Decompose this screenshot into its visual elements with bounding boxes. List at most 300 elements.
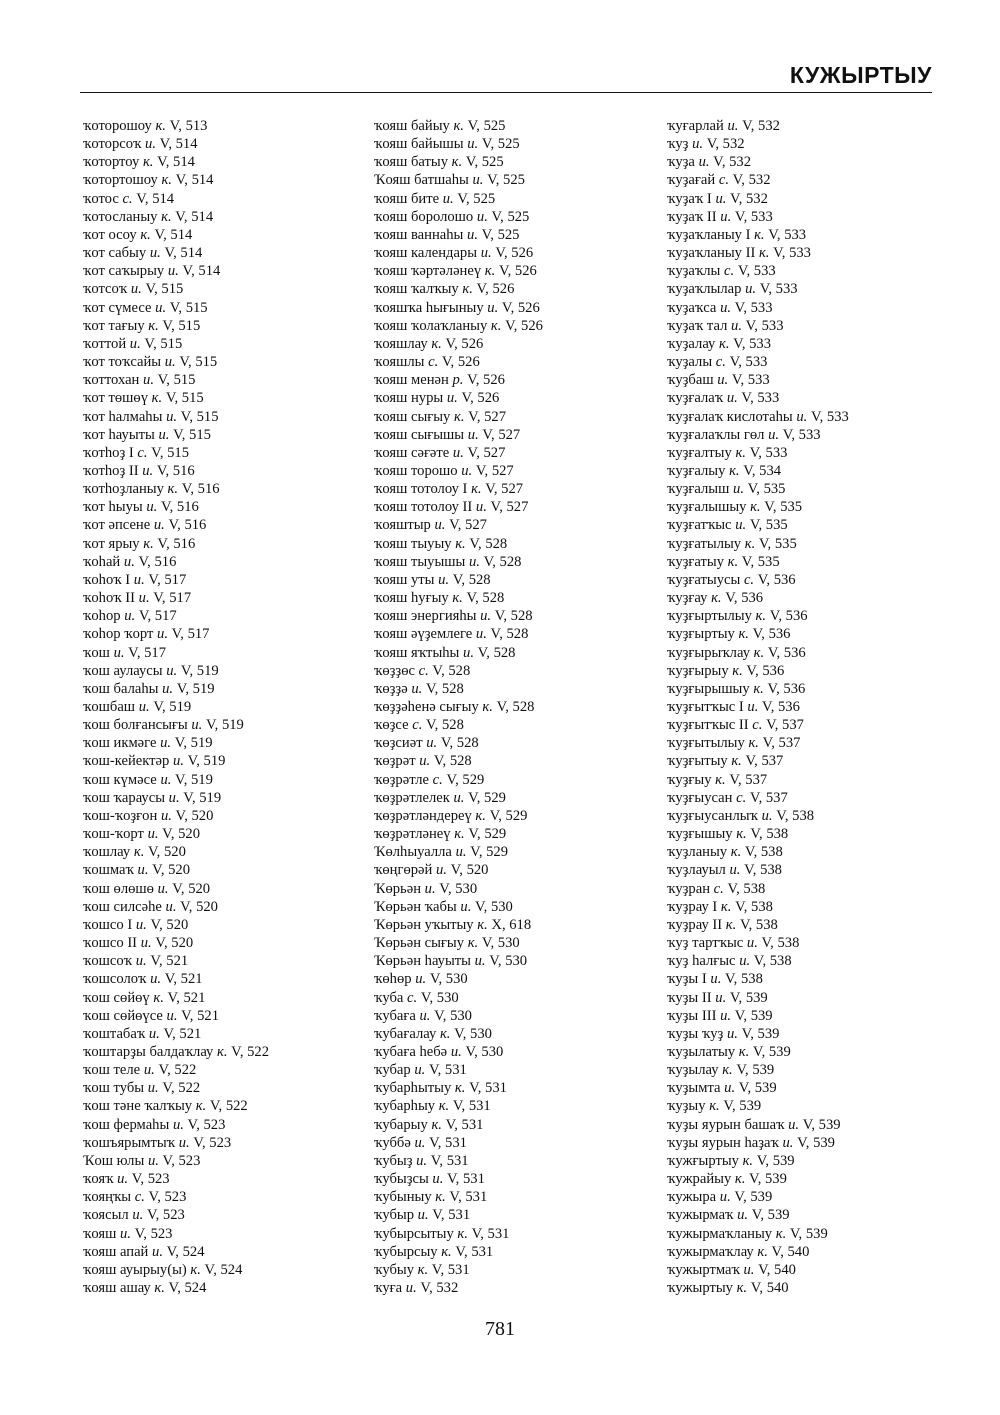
entry-word: ҡояш сәғәте [374,444,450,461]
index-entry [667,426,849,444]
entry-reference: V, 526 [505,317,543,334]
entry-reference: V, 514 [175,208,214,225]
entry-reference: V, 520 [172,880,211,897]
entry-word: ҡош сөйөү [83,989,150,1006]
index-entry [83,771,269,789]
entry-word: ҡояш ауырыу(ы) [83,1261,187,1278]
entry-pos-abbrev: и. [698,154,710,171]
index-entry [667,117,849,135]
index-entry [83,1243,269,1261]
entry-word: ҡуҙланыу [667,844,728,861]
index-entry [374,1225,543,1243]
index-entry [83,989,269,1007]
index-entry [667,1134,849,1152]
entry-word: ҡуҙғырышыу [667,680,750,697]
index-entry [83,1261,269,1279]
index-entry [83,117,269,135]
index-entry [667,498,849,516]
entry-pos-abbrev: к. [715,771,726,788]
entry-reference: V, 531 [452,1098,491,1115]
entry-reference: V, 515 [180,408,219,425]
entry-reference: V, 529 [468,789,506,806]
entry-pos-abbrev: и. [475,626,487,643]
entry-reference: V, 533 [749,444,788,461]
entry-pos-abbrev: к. [153,989,164,1006]
index-entry [667,970,849,988]
entry-word: Ҡөрьән һауыты [374,953,471,970]
entry-pos-abbrev: и. [138,699,150,715]
entry-reference: V, 519 [187,753,226,770]
entry-reference: V, 514 [136,190,175,207]
entry-pos-abbrev: и. [442,190,454,207]
entry-word: ҡуҙрау II [667,916,723,933]
index-entry [374,444,543,462]
entry-word: ҡош ҡараусы [83,789,166,806]
entry-word: ҡуҙ [667,136,689,153]
entry-word: ҡуҙғыусанлыҡ [667,807,758,824]
index-entry [83,190,269,208]
entry-reference: V, 532 [732,172,771,189]
entry-word: ҡужыртыу [667,1280,733,1296]
entry-pos-abbrev: с. [122,190,133,207]
entry-reference: V, 516 [181,481,220,498]
entry-reference: V, 526 [495,245,534,262]
entry-word: ҡуҙғыу [667,771,712,788]
entry-pos-abbrev: и. [124,608,136,625]
entry-word: ҡояш [83,1225,117,1242]
index-entry [374,1206,543,1224]
entry-pos-abbrev: и. [745,281,757,298]
entry-pos-abbrev: и. [476,208,488,225]
entry-reference: V, 523 [134,1225,173,1242]
entry-reference: X, 618 [491,916,532,933]
entry-word: ҡуҙғалыш [667,481,730,498]
entry-reference: V, 515 [165,390,204,407]
entry-pos-abbrev: и. [761,807,773,824]
page-number: 781 [485,1318,515,1340]
entry-reference: V, 522 [162,1080,201,1097]
entry-reference: V, 519 [175,771,213,788]
entry-reference: V, 531 [471,1225,510,1242]
index-entry [83,1007,269,1025]
entry-reference: V, 530 [475,898,513,915]
entry-reference: V, 525 [491,208,530,225]
index-entry [667,952,849,970]
index-entry [667,825,849,843]
index-entry [667,226,849,244]
entry-reference: V, 524 [204,1261,243,1278]
entry-reference: V, 527 [482,426,521,443]
index-entry [83,625,269,643]
entry-word: ҡуҙылау [667,1062,719,1079]
entry-pos-abbrev: к. [775,1225,787,1242]
entry-word: ҡотһоҙланыу [83,481,164,498]
entry-word: ҡуҙымта [667,1080,721,1097]
entry-pos-abbrev: к. [757,1243,768,1260]
entry-pos-abbrev: и. [414,1062,426,1079]
entry-word: ҡояш яҡтыһы [374,644,460,661]
entry-pos-abbrev: и. [138,590,150,607]
entry-reference: V, 520 [155,935,194,952]
index-entry [667,135,849,153]
entry-word: ҡоһоҡ I [83,571,131,588]
entry-reference: V, 517 [153,590,192,607]
entry-reference: V, 527 [468,408,507,425]
entry-pos-abbrev: и. [135,953,147,970]
entry-reference: V, 533 [810,408,849,425]
entry-pos-abbrev: и. [166,1007,178,1024]
entry-pos-abbrev: и. [172,753,184,770]
index-entry [83,1206,269,1224]
entry-reference: V, 538 [753,953,792,970]
entry-pos-abbrev: и. [419,753,431,770]
index-entry [374,662,543,680]
index-entry [667,771,849,789]
entry-word: ҡот сүмесе [83,299,152,316]
index-entry [667,262,849,280]
entry-reference: V, 528 [490,626,529,643]
entry-pos-abbrev: и. [415,971,427,988]
entry-reference: V, 517 [171,626,210,643]
entry-pos-abbrev: и. [460,898,472,915]
index-entry [374,734,543,752]
index-entry [83,1279,269,1297]
index-entry [374,353,543,371]
entry-pos-abbrev: с. [137,444,148,461]
index-entry [667,625,849,643]
entry-pos-abbrev: и. [419,1007,431,1024]
entry-reference: V, 540 [758,1261,796,1278]
entry-reference: V, 538 [735,898,773,915]
index-entry [667,716,849,734]
index-entry [374,807,543,825]
index-entry [83,1170,269,1188]
index-entry [667,752,849,770]
entry-pos-abbrev: и. [468,553,480,570]
entry-pos-abbrev: с. [752,717,763,734]
entry-reference: V, 514 [154,226,193,243]
entry-reference: V, 521 [163,1025,202,1042]
index-entry [374,462,543,480]
entry-word: ҡуҙғалышыу [667,499,747,516]
entry-reference: V, 520 [180,898,218,915]
index-entry [83,408,269,426]
entry-pos-abbrev: и. [150,971,162,988]
entry-word: ҡуҙы яурын башаҡ [667,1116,785,1133]
index-entry [374,262,543,280]
index-entry [83,516,269,534]
entry-pos-abbrev: к. [738,1043,750,1060]
entry-word: ҡояш һуғыу [374,590,449,607]
entry-pos-abbrev: и. [140,935,152,952]
entry-word: ҡояшлы [374,354,425,371]
entry-reference: V, 539 [802,1116,841,1133]
entry-word: ҡош тәне ҡалҡыу [83,1098,193,1115]
entry-word: ҡуҙаҡ тал [667,317,728,334]
entry-word: ҡояшҡа һығыныу [374,299,484,316]
index-entry [667,571,849,589]
entry-pos-abbrev: к. [720,898,732,915]
entry-pos-abbrev: к. [727,553,739,570]
entry-reference: V, 513 [169,118,208,134]
entry-word: ҡуҙы яурын һаҙаҡ [667,1134,779,1151]
index-entry [667,1025,849,1043]
entry-word: ҡөңгөрәй [374,862,433,879]
entry-reference: V, 539 [797,1134,835,1151]
entry-pos-abbrev: и. [729,862,741,879]
entry-word: ҡуҙғалыу [667,462,726,479]
entry-reference: V, 523 [187,1116,226,1133]
entry-pos-abbrev: и. [149,245,161,262]
entry-word: ҡубырсытыу [374,1225,454,1242]
index-entry [374,135,543,153]
entry-reference: V, 530 [489,953,528,970]
entry-pos-abbrev: к. [477,916,488,933]
entry-word: ҡуҙғалаҡ [667,390,724,407]
entry-pos-abbrev: и. [167,263,179,280]
entry-reference: V, 529 [468,826,507,843]
entry-word: ҡоторошоу [83,118,152,134]
entry-pos-abbrev: и. [191,717,203,734]
entry-pos-abbrev: и. [160,807,172,824]
index-entry [374,280,543,298]
entry-pos-abbrev: и. [450,1043,462,1060]
entry-pos-abbrev: к. [439,1025,451,1042]
index-entry [83,371,269,389]
entry-reference: V, 531 [431,1261,470,1278]
entry-reference: V, 516 [168,517,207,534]
entry-reference: V, 520 [162,826,201,843]
entry-pos-abbrev: и. [117,1171,129,1188]
entry-reference: V, 538 [744,844,783,861]
entry-word: ҡояш нуры [374,390,444,407]
index-entry [667,662,849,680]
entry-word: ҡубарыу [374,1116,428,1133]
entry-pos-abbrev: и. [137,862,149,879]
index-entry [83,734,269,752]
index-entry [667,535,849,553]
entry-pos-abbrev: и. [132,1207,144,1224]
entry-reference: V, 538 [750,826,789,843]
entry-word: ҡот сабыу [83,245,147,262]
entry-reference: V, 539 [734,1189,773,1206]
entry-word: ҡубыныу [374,1189,432,1206]
entry-word: ҡояш календары [374,245,478,262]
entry-word: ҡуҙаҡланыу II [667,245,756,262]
entry-pos-abbrev: и. [726,390,738,407]
entry-reference: V, 535 [741,553,780,570]
entry-pos-abbrev: и. [720,1007,732,1024]
entry-word: ҡояш сығыу [374,408,451,425]
entry-word: ҡөҙҙәһенә сығыу [374,699,479,715]
entry-reference: V, 533 [729,354,768,371]
entry-reference: V, 523 [162,1152,201,1169]
index-entry [667,1061,849,1079]
index-entry [667,680,849,698]
entry-reference: V, 536 [757,571,796,588]
index-entry [667,208,849,226]
entry-word: ҡуҙғырыҡлау [667,644,751,661]
entry-reference: V, 531 [447,1171,485,1188]
entry-word: ҡуҙғытҡыс II [667,717,749,734]
entry-pos-abbrev: к. [431,1116,442,1133]
entry-word: ҡуҙлауыл [667,862,726,879]
entry-pos-abbrev: к. [454,1080,466,1097]
index-entry [667,317,849,335]
entry-reference: V, 514 [157,154,195,171]
index-entry [667,1261,849,1279]
index-entry [374,716,543,734]
entry-pos-abbrev: к. [754,226,765,243]
entry-word: ҡужыртмаҡ [667,1261,740,1278]
entry-reference: V, 535 [758,535,797,552]
entry-reference: V, 528 [425,680,464,697]
entry-pos-abbrev: и. [467,136,479,153]
entry-word: ҡояш тотолоу II [374,499,473,516]
index-entry [83,208,269,226]
entry-word: ҡоштарҙы балдаҡлау [83,1043,214,1060]
entry-word: ҡөҙрәтле [374,771,429,788]
entry-pos-abbrev: к. [148,317,159,334]
index-entry [667,389,849,407]
entry-pos-abbrev: и. [474,953,486,970]
entry-word: ҡотосланыу [83,208,158,225]
entry-word: ҡужрайыу [667,1171,732,1188]
entry-word: ҡотһоҙ II [83,462,139,479]
index-entry [374,680,543,698]
index-entry [667,644,849,662]
entry-reference: V, 521 [150,953,189,970]
entry-reference: V, 532 [706,136,745,153]
entry-pos-abbrev: к. [154,1280,165,1296]
entry-reference: V, 521 [181,1007,219,1024]
index-entry [374,117,543,135]
index-entry [667,1243,849,1261]
index-entry [374,952,543,970]
index-entry [83,226,269,244]
index-entry [374,1134,543,1152]
entry-pos-abbrev: к. [454,408,465,425]
entry-reference: V, 526 [461,390,500,407]
index-entry [83,353,269,371]
entry-word: ҡот тоҡсайы [83,354,162,371]
entry-word: ҡояшлау [374,335,428,352]
entry-pos-abbrev: к. [143,535,154,552]
entry-pos-abbrev: к. [435,1189,446,1206]
index-entry [374,989,543,1007]
entry-reference: V, 529 [489,807,528,824]
entry-word: ҡош силсәһе [83,898,162,915]
entry-word: ҡояш уты [374,571,435,588]
index-entry [83,317,269,335]
entry-pos-abbrev: с. [724,263,735,280]
entry-word: ҡубар [374,1062,411,1079]
entry-pos-abbrev: к. [451,154,463,171]
entry-word: ҡояш энергияһы [374,608,477,625]
index-entry [83,1152,269,1170]
index-entry [374,153,543,171]
entry-pos-abbrev: и. [446,390,458,407]
index-entry [374,1243,543,1261]
entry-word: ҡөҙсе [374,717,409,734]
entry-reference: V, 539 [736,1062,775,1079]
index-entry [667,1116,849,1134]
entry-word: ҡош аулаусы [83,662,163,679]
entry-reference: V, 538 [725,971,763,988]
index-entry [667,1043,849,1061]
entry-pos-abbrev: к. [140,226,151,243]
entry-word: ҡош икмәге [83,735,157,752]
index-entry [667,335,849,353]
index-entry [667,244,849,262]
entry-reference: V, 536 [762,699,800,715]
entry-word: ҡош күмәсе [83,771,157,788]
index-entry [83,335,269,353]
entry-reference: V, 539 [789,1225,828,1242]
entry-word: ҡояш батыу [374,154,448,171]
index-entry [667,843,849,861]
entry-word: ҡуҙғыртыу [667,626,735,643]
entry-pos-abbrev: к. [732,662,743,679]
entry-pos-abbrev: и. [414,1134,426,1151]
entry-pos-abbrev: к. [471,481,482,498]
entry-reference: V, 516 [157,535,196,552]
entry-pos-abbrev: и. [152,1243,163,1260]
index-entry [667,807,849,825]
entry-reference: V, 538 [761,935,800,952]
entry-word: ҡоһор [83,608,121,625]
entry-reference: V, 526 [445,335,484,352]
entry-word: ҡошсоҡ [83,953,133,970]
index-entry [667,1097,849,1115]
entry-pos-abbrev: к. [467,935,479,952]
entry-reference: V, 530 [434,1007,472,1024]
entry-word: ҡуҙаҡ II [667,208,717,225]
index-entry [667,1225,849,1243]
entry-reference: V, 530 [481,935,520,952]
entry-reference: V, 538 [727,880,766,897]
entry-reference: V, 539 [751,1207,790,1224]
entry-reference: V, 526 [476,281,515,298]
index-entry [83,752,269,770]
entry-pos-abbrev: и. [160,735,172,752]
entry-pos-abbrev: и. [166,662,178,679]
entry-pos-abbrev: и. [129,335,141,352]
entry-pos-abbrev: с. [715,354,726,371]
index-entry [83,607,269,625]
entry-reference: V, 531 [445,1116,484,1133]
entry-pos-abbrev: и. [135,916,147,933]
entry-reference: V, 517 [128,644,167,661]
entry-pos-abbrev: и. [467,226,478,243]
index-entry [667,408,849,426]
entry-reference: V, 520 [175,807,214,824]
entry-reference: V, 538 [776,807,815,824]
entry-word: ҡуббә [374,1134,411,1151]
entry-reference: V, 521 [167,989,206,1006]
index-entry [374,916,543,934]
index-entry [667,898,849,916]
index-entry [374,171,543,189]
entry-word: ҡөҙсиәт [374,735,423,752]
entry-word: ҡошлау [83,844,131,861]
entry-word: ҡуҙғалаҡлы гөл [667,426,765,443]
entry-word: ҡоһоҡ II [83,590,135,607]
index-entry [667,916,849,934]
entry-pos-abbrev: и. [434,517,446,534]
index-entry [667,1170,849,1188]
entry-word: ҡубыу [374,1261,414,1278]
